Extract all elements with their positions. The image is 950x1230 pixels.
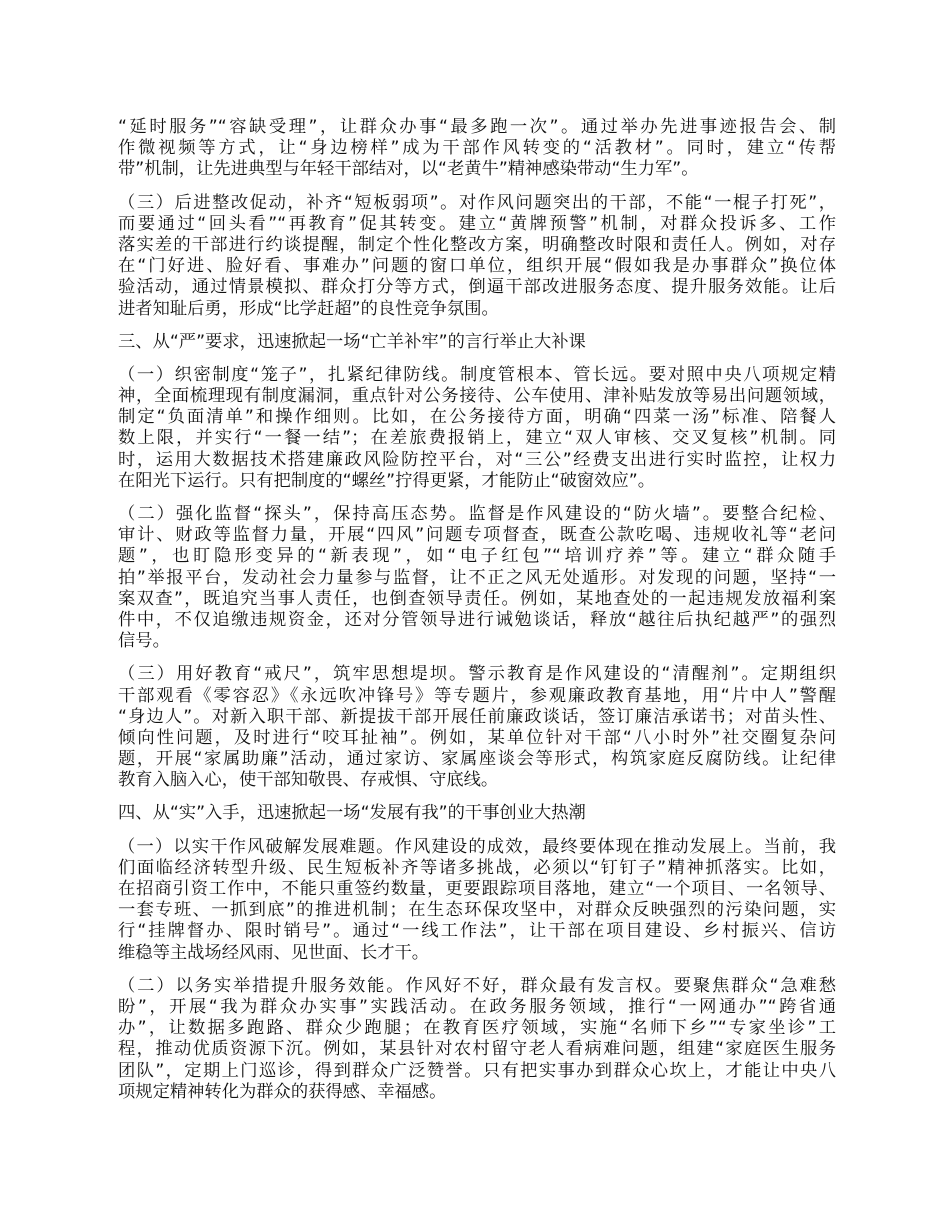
paragraph [118,664,836,791]
text-line: 神，全面梳理现有制度漏洞，重点针对公务接待、公车使用、津补贴发放等易出问题领域， [118,386,836,407]
text-line: 在“门好进、脸好看、事难办”问题的窗口单位，组织开展“假如我是办事群众”换位体 [118,256,836,277]
text-line: （三）用好教育“戒尺”，筑牢思想堤坝。警示教育是作风建设的“清醒剂”。定期组织 [118,664,836,685]
text-line: 制定“负面清单”和操作细则。比如，在公务接待方面，明确“四菜一汤”标准、陪餐人 [118,407,836,428]
text-line: （二）强化监督“探头”，保持高压态势。监督是作风建设的“防火墙”。要整合纪检、 [118,504,836,524]
text-line: 们面临经济转型升级、民生短板补齐等诸多挑战，必须以“钉钉子”精神抓落实。比如， [118,857,836,878]
text-line: 在招商引资工作中，不能只重签约数量，更要跟踪项目落地，建立“一个项目、一名领导、 [118,879,836,899]
text-line: 教育入脑入心，使干部知敬畏、存戒惧、守底线。 [118,770,499,791]
text-line: 进者知耻后勇，形成“比学赶超”的良性竞争氛围。 [118,298,499,319]
text-line: 办”，让数据多跑路、群众少跑腿；在教育医疗领域，实施“名师下乡”“专家坐诊”工 [118,1018,836,1039]
text-line: 倾向性问题，及时进行“咬耳扯袖”。例如，某单位针对干部“八小时外”社交圈复杂问 [118,727,836,748]
paragraph [118,365,836,492]
text-line: 时，运用大数据技术搭建廉政风险防控平台，对“三公”经费支出进行实时监控，让权力 [118,449,836,470]
text-line: 干部观看《零容忍》《永远吹冲锋号》等专题片，参观廉政教育基地，用“片中人”警醒 [118,685,836,706]
text-line: 审计、财政等监督力量，开展“四风”问题专项督查，既查公款吃喝、违规收礼等“老问 [118,525,836,546]
text-line: 验活动，通过情景模拟、群众打分等方式，倒逼干部改进服务态度、提升服务效能。让后 [118,277,836,298]
document-body [118,117,836,1115]
text-line: （三）后进整改促动，补齐“短板弱项”。对作风问题突出的干部，不能“一棍子打死”， [118,192,836,213]
text-line: 题，开展“家属助廉”活动，通过家访、家属座谈会等形式，构筑家庭反腐防线。让纪律 [118,749,836,770]
text-line: 件中，不仅追缴违规资金，还对分管领导进行诫勉谈话，释放“越往后执纪越严”的强烈 [118,609,836,630]
text-line: 程，推动优质资源下沉。例如，某县针对农村留守老人看病难问题，组建“家庭医生服务 [118,1039,836,1060]
text-line: 而要通过“回头看”“再教育”促其转变。建立“黄牌预警”机制，对群众投诉多、工作 [118,213,836,234]
text-line: 项规定精神转化为群众的获得感、幸福感。 [118,1081,447,1102]
text-line: 维稳等主战场经风雨、见世面、长才干。 [118,942,430,963]
section-heading [118,803,836,824]
text-line: 数上限，并实行“一餐一结”；在差旅费报销上，建立“双人审核、交叉复核”机制。同 [118,428,836,449]
text-line: 行“挂牌督办、限时销号”。通过“一线工作法”，让干部在项目建设、乡村振兴、信访 [118,921,836,942]
text-line: 团队”，定期上门巡诊，得到群众广泛赞誉。只有把实事办到群众心坎上，才能让中央八 [118,1060,836,1081]
text-line: 盼”，开展“我为群众办实事”实践活动。在政务服务领域，推行“一网通办”“跨省通 [118,996,836,1017]
text-line: （一）织密制度“笼子”，扎紧纪律防线。制度管根本、管长远。要对照中央八项规定精 [118,364,836,385]
text-line: 一套专班、一抓到底”的推进机制；在生态环保攻坚中，对群众反映强烈的污染问题，实 [118,900,836,921]
paragraph [118,193,836,320]
text-line: 作微视频等方式，让“身边榜样”成为干部作风转变的“活教材”。同时，建立“传帮 [118,138,836,159]
text-line: （一）以实干作风破解发展难题。作风建设的成效，最终要体现在推动发展上。当前，我 [118,836,836,857]
text-line: 落实差的干部进行约谈提醒，制定个性化整改方案，明确整改时限和责任人。例如，对存 [118,234,836,255]
text-line: 在阳光下运行。只有把制度的“螺丝”拧得更紧，才能防止“破窗效应”。 [118,470,655,491]
text-line: 带”机制，让先进典型与年轻干部结对，以“老黄牛”精神感染带动“生力军”。 [118,159,699,180]
text-line: 三、从“严”要求，迅速掀起一场“亡羊补牢”的言行举止大补课 [118,331,586,352]
paragraph [118,504,836,652]
text-line: “身边人”。对新入职干部、新提拔干部开展任前廉政谈话，签订廉洁承诺书；对苗头性、 [118,706,836,727]
text-line: 信号。 [118,631,170,652]
paragraph [118,837,836,964]
text-line: 案双查”，既追究当事人责任，也倒查领导责任。例如，某地查处的一起违规发放福利案 [118,588,836,609]
text-line: （二）以务实举措提升服务效能。作风好不好，群众最有发言权。要聚焦群众“急难愁 [118,975,836,996]
text-line: 题”，也盯隐形变异的“新表现”，如“电子红包”“培训疗养”等。建立“群众随手 [118,546,836,567]
paragraph [118,976,836,1103]
text-line: 拍”举报平台，发动社会力量参与监督，让不正之风无处遁形。对发现的问题，坚持“一 [118,567,836,588]
text-line: 四、从“实”入手，迅速掀起一场“发展有我”的干事创业大热潮 [118,803,586,824]
paragraph [118,117,836,181]
text-line: “延时服务”“容缺受理”，让群众办事“最多跑一次”。通过举办先进事迹报告会、制 [118,117,836,137]
section-heading [118,332,836,353]
